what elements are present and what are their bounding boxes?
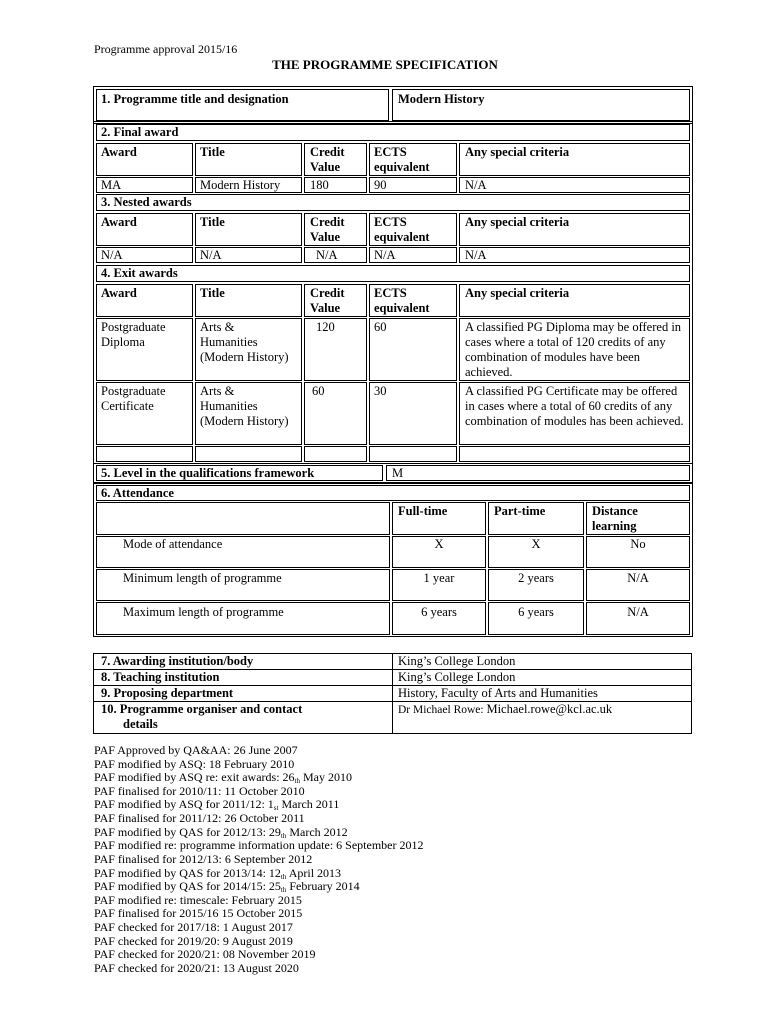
s3-award: N/A bbox=[101, 248, 123, 262]
history-line bbox=[94, 935, 293, 949]
s4-empty-cell bbox=[195, 446, 302, 462]
history-text: PAF modified by ASQ: 18 February 2010 bbox=[94, 756, 295, 771]
s3-hdr-ects: ECTS equivalent bbox=[374, 215, 430, 244]
s10-label-cont: details bbox=[123, 717, 158, 731]
s9-label: 9. Proposing department bbox=[101, 686, 234, 700]
s2-hdr-title: Title bbox=[200, 145, 225, 159]
s6-r2-parttime: 2 years bbox=[518, 571, 554, 585]
history-line bbox=[94, 921, 293, 935]
history-text: PAF checked for 2017/18: 1 August 2017 bbox=[94, 920, 293, 935]
s3-hdr-credit: Credit Value bbox=[310, 215, 345, 244]
section-2-label: 2. Final award bbox=[101, 125, 179, 139]
history-line bbox=[94, 785, 305, 799]
s6-r1-parttime: X bbox=[531, 537, 541, 551]
organiser-name: Dr Michael Rowe: bbox=[398, 704, 487, 716]
s2-special-cell bbox=[459, 177, 690, 193]
s6-r2-label: Minimum length of programme bbox=[123, 571, 282, 585]
history-line bbox=[94, 962, 299, 976]
teaching-institution: King’s College London bbox=[398, 670, 516, 684]
history-text: March 2012 bbox=[286, 824, 348, 839]
s4-empty-cell bbox=[459, 446, 690, 462]
history-text: PAF modified by ASQ for 2011/12: 1 bbox=[94, 797, 274, 812]
history-text: PAF modified by ASQ re: exit awards: 26 bbox=[94, 770, 295, 785]
s4-hdr-credit: Credit Value bbox=[310, 286, 345, 315]
organiser-contact bbox=[398, 702, 612, 718]
s6-r2-distance: N/A bbox=[627, 571, 649, 585]
s3-special-cell bbox=[459, 247, 690, 263]
s4-hdr-special: Any special criteria bbox=[465, 286, 570, 300]
history-text: PAF checked for 2020/21: 13 August 2020 bbox=[94, 960, 299, 975]
s6-r1-fulltime: X bbox=[434, 537, 444, 551]
s6-r3-fulltime: 6 years bbox=[421, 605, 457, 619]
s2-hdr-award: Award bbox=[101, 145, 137, 159]
s8-label: 8. Teaching institution bbox=[101, 670, 220, 684]
s2-hdr-ects: ECTS equivalent bbox=[374, 145, 430, 174]
s4-r2-award: Postgraduate Certificate bbox=[101, 384, 166, 413]
history-text: PAF modified by QAS for 2013/14: 12 bbox=[94, 865, 281, 880]
s2-hdr-credit: Credit Value bbox=[310, 145, 345, 174]
history-ordinal: th bbox=[280, 872, 287, 881]
section-4-label: 4. Exit awards bbox=[101, 266, 178, 280]
history-line bbox=[94, 758, 294, 772]
history-ordinal: th bbox=[294, 777, 301, 786]
s4-empty-cell bbox=[369, 446, 457, 462]
history-text: PAF modified by QAS for 2012/13: 29 bbox=[94, 824, 281, 839]
s2-hdr-special: Any special criteria bbox=[465, 145, 570, 159]
history-ordinal: th bbox=[280, 831, 287, 840]
qualification-level: M bbox=[392, 466, 404, 480]
s3-hdr-special: Any special criteria bbox=[465, 215, 570, 229]
s10-label: 10. Programme organiser and contact bbox=[101, 702, 303, 716]
s2-special: N/A bbox=[465, 178, 487, 192]
s4-empty-cell bbox=[304, 446, 367, 462]
s3-ects: N/A bbox=[374, 248, 396, 262]
history-text: PAF finalised for 2011/12: 26 October 2011 bbox=[94, 811, 305, 826]
s2-credit: 180 bbox=[310, 178, 329, 192]
programme-title: Modern History bbox=[398, 92, 485, 106]
s4-hdr-ects: ECTS equivalent bbox=[374, 286, 430, 315]
s4-empty-cell bbox=[96, 446, 193, 462]
history-text: PAF modified re: timescale: February 2015 bbox=[94, 892, 302, 907]
s6-r3-label: Maximum length of programme bbox=[123, 605, 284, 619]
s4-hdr-title: Title bbox=[200, 286, 225, 300]
s6-hdr-blank-cell bbox=[96, 502, 390, 535]
history-line bbox=[94, 853, 312, 867]
history-text: PAF modified by QAS for 2014/15: 25 bbox=[94, 879, 281, 894]
s2-award: MA bbox=[101, 178, 122, 192]
s3-hdr-award: Award bbox=[101, 215, 137, 229]
s3-hdr-title: Title bbox=[200, 215, 225, 229]
s3-title: N/A bbox=[200, 248, 222, 262]
s6-hdr-distance: Distance learning bbox=[592, 504, 638, 533]
history-text: April 2013 bbox=[286, 865, 342, 880]
s2-title: Modern History bbox=[200, 178, 281, 192]
section-6-label: 6. Attendance bbox=[101, 486, 174, 500]
awarding-institution: King’s College London bbox=[398, 654, 516, 668]
organiser-email[interactable]: Michael.rowe@kcl.ac.uk bbox=[486, 702, 613, 716]
history-line bbox=[94, 907, 302, 921]
s4-r1-credit: 120 bbox=[316, 320, 335, 334]
history-text: PAF checked for 2020/21: 08 November 2019 bbox=[94, 947, 316, 962]
history-text: PAF modified re: programme information update: 6 September 2012 bbox=[94, 838, 424, 853]
history-line bbox=[94, 948, 316, 962]
s4-r2-title: Arts & Humanities (Modern History) bbox=[200, 384, 289, 428]
s6-hdr-parttime: Part-time bbox=[494, 504, 546, 518]
history-text: PAF finalised for 2015/16 15 October 2015 bbox=[94, 906, 303, 921]
section-2-header-cell bbox=[96, 124, 690, 141]
s4-r1-credit-cell bbox=[304, 318, 367, 381]
s7-label: 7. Awarding institution/body bbox=[101, 654, 254, 668]
proposing-department: History, Faculty of Arts and Humanities bbox=[398, 686, 598, 700]
history-text: May 2010 bbox=[300, 770, 353, 785]
history-text: March 2011 bbox=[278, 797, 340, 812]
section-5-label: 5. Level in the qualifications framework bbox=[101, 466, 315, 480]
s4-r2-special: A classified PG Certificate may be offered in cases where a total of 60 credits of any combination of modules has been achieved. bbox=[465, 384, 684, 428]
s6-r1-distance: No bbox=[630, 537, 646, 551]
header-label: Programme approval 2015/16 bbox=[94, 42, 238, 56]
history-text: PAF finalised for 2010/11: 11 October 2010 bbox=[94, 783, 305, 798]
s2-ects: 90 bbox=[374, 178, 387, 192]
history-ordinal: th bbox=[280, 886, 287, 895]
institution-divider bbox=[392, 653, 393, 734]
s4-r1-award: Postgraduate Diploma bbox=[101, 320, 166, 349]
s4-r1-title: Arts & Humanities (Modern History) bbox=[200, 320, 289, 364]
s4-r1-special: A classified PG Diploma may be offered in cases where a total of 120 credits of any combination of modules have been achieved. bbox=[465, 320, 682, 379]
section-3-label: 3. Nested awards bbox=[101, 195, 192, 209]
section-5-value-cell bbox=[386, 465, 690, 481]
section-6-header-cell bbox=[96, 485, 690, 501]
history-ordinal: st bbox=[273, 804, 279, 813]
s6-r1-label: Mode of attendance bbox=[123, 537, 223, 551]
section-1-label: 1. Programme title and designation bbox=[101, 92, 289, 106]
s6-r3-parttime: 6 years bbox=[518, 605, 554, 619]
s3-credit: N/A bbox=[316, 248, 338, 262]
page-title: THE PROGRAMME SPECIFICATION bbox=[272, 57, 498, 72]
history-line bbox=[94, 894, 302, 908]
s6-r2-fulltime: 1 year bbox=[423, 571, 455, 585]
section-4-header-cell bbox=[96, 265, 690, 282]
history-line bbox=[94, 839, 424, 853]
s4-r1-ects: 60 bbox=[374, 320, 387, 334]
history-line bbox=[94, 744, 298, 758]
s4-r2-ects: 30 bbox=[374, 384, 387, 398]
history-text: PAF Approved by QA&AA: 26 June 2007 bbox=[94, 743, 298, 757]
s4-r2-credit: 60 bbox=[312, 384, 325, 398]
s6-hdr-fulltime: Full-time bbox=[398, 504, 448, 518]
history-text: PAF checked for 2019/20: 9 August 2019 bbox=[94, 933, 293, 948]
s3-special: N/A bbox=[465, 248, 487, 262]
history-text: PAF finalised for 2012/13: 6 September 2012 bbox=[94, 851, 313, 866]
s6-r3-distance: N/A bbox=[627, 605, 649, 619]
s4-hdr-award: Award bbox=[101, 286, 137, 300]
history-line bbox=[94, 812, 305, 826]
history-text: February 2014 bbox=[286, 879, 360, 894]
